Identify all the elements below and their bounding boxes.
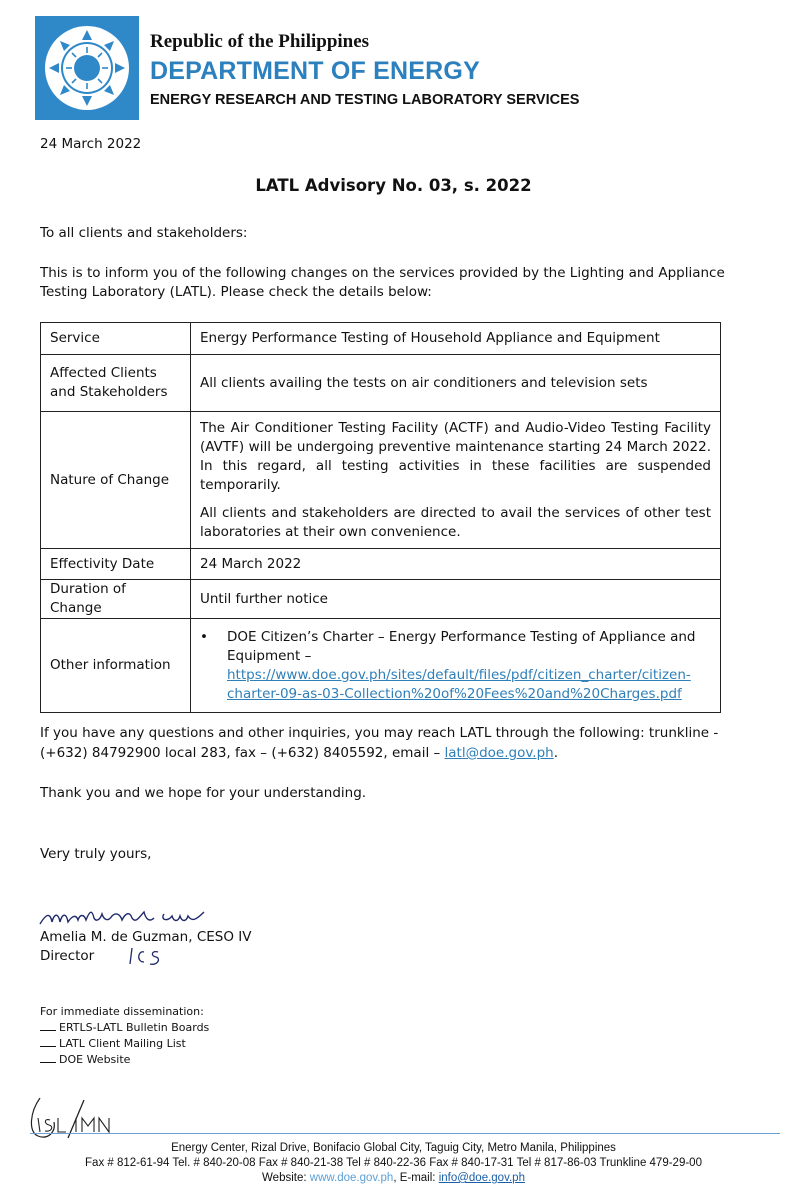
dissemination-item: DOE Website (59, 1053, 131, 1066)
other-item-body (227, 628, 711, 704)
department-heading: DEPARTMENT OF ENERGY (150, 57, 480, 85)
effectivity-label: Effectivity Date (41, 549, 191, 580)
nature-label: Nature of Change (41, 412, 191, 549)
footer-phone-numbers: Fax # 812-61-94 Tel. # 840-20-08 Fax # 840-21-38 Tel # 840-22-36 Fax # 840-17-31 Tel # 817-86-03 Trunkline 479-29-00 (85, 1157, 702, 1169)
advisory-title: LATL Advisory No. 03, s. 2022 (255, 176, 532, 195)
details-table (40, 322, 721, 713)
checkbox-blank (40, 1021, 56, 1031)
reference-initials-mark (26, 1092, 116, 1142)
table-row-nature (41, 412, 721, 549)
list-item (200, 628, 711, 704)
citizen-charter-link[interactable]: https://www.doe.gov.ph/sites/default/files/pdf/citizen_charter/citizen- (227, 666, 691, 683)
info-email-link[interactable]: info@doe.gov.ph (438, 1172, 525, 1184)
table-row-effectivity (41, 549, 721, 580)
signature-mark (36, 900, 211, 932)
website-label: Website: (262, 1172, 307, 1184)
latl-email-link[interactable]: latl@doe.gov.ph (444, 745, 554, 761)
list-item (40, 1037, 186, 1050)
effectivity-value: 24 March 2022 (191, 549, 721, 580)
contact-text: If you have any questions and other inquiries, you may reach LATL through the following: trunkline - (+632) 84792900 local 283, fax – (+632) 8405592, email – (40, 725, 719, 761)
signatory-name: Amelia M. de Guzman, CESO IV (40, 929, 252, 945)
nature-value (191, 412, 721, 549)
service-label: Service (41, 323, 191, 355)
other-label: Other information (41, 619, 191, 713)
other-value (191, 619, 721, 713)
dissemination-item: ERTLS-LATL Bulletin Boards (59, 1021, 210, 1034)
email-label: , E-mail: (393, 1172, 436, 1184)
office-heading: ENERGY RESEARCH AND TESTING LABORATORY SERVICES (150, 92, 580, 108)
contact-end: . (553, 745, 559, 761)
republic-heading: Republic of the Philippines (150, 31, 370, 52)
checkbox-blank (40, 1037, 56, 1047)
affected-label: Affected Clients and Stakeholders (41, 355, 191, 412)
other-item-text: DOE Citizen’s Charter – Energy Performance Testing of Appliance and Equipment – (227, 628, 696, 664)
table-row-other (41, 619, 721, 713)
bullet-icon: • (200, 628, 208, 645)
closing-line: Very truly yours, (40, 846, 152, 862)
footer-address: Energy Center, Rizal Drive, Bonifacio Global City, Taguig City, Metro Manila, Philippines (171, 1142, 616, 1154)
initials-mark (128, 942, 164, 968)
nature-paragraph-2: All clients and stakeholders are directed to avail the services of other test laboratories at their own convenience. (200, 504, 711, 540)
contact-paragraph (40, 723, 740, 763)
table-row-affected (41, 355, 721, 412)
affected-value: All clients availing the tests on air conditioners and television sets (191, 355, 721, 412)
footer-web-line (0, 1172, 787, 1184)
signatory-position: Director (40, 948, 95, 964)
footer-divider (30, 1133, 780, 1134)
advisory-date: 24 March 2022 (40, 136, 142, 152)
intro-paragraph: This is to inform you of the following changes on the services provided by the Lighting and Appliance Testing Laboratory (LATL). Please check the details below: (40, 265, 725, 300)
dissemination-title: For immediate dissemination: (40, 1005, 204, 1018)
table-row-service (41, 323, 721, 355)
thanks-line: Thank you and we hope for your understanding. (40, 785, 367, 801)
duration-value: Until further notice (191, 580, 721, 619)
website-link[interactable]: www.doe.gov.ph (309, 1172, 394, 1184)
citizen-charter-link-continued[interactable]: charter-09-as-03-Collection%20of%20Fees%20and%20Charges.pdf (227, 685, 682, 702)
doe-logo (35, 16, 139, 120)
duration-label: Duration of Change (41, 580, 191, 619)
dissemination-item: LATL Client Mailing List (59, 1037, 186, 1050)
checkbox-blank (40, 1053, 56, 1063)
nature-paragraph-1: The Air Conditioner Testing Facility (ACTF) and Audio-Video Testing Facility (AVTF) will be undergoing preventive maintenance starting 24 March 2022. In this regard, all testing activities in these facilities are suspended temporarily. (200, 419, 711, 493)
salutation: To all clients and stakeholders: (40, 225, 248, 241)
table-row-duration (41, 580, 721, 619)
list-item (40, 1021, 209, 1034)
service-value: Energy Performance Testing of Household Appliance and Equipment (191, 323, 721, 355)
list-item (40, 1053, 130, 1066)
